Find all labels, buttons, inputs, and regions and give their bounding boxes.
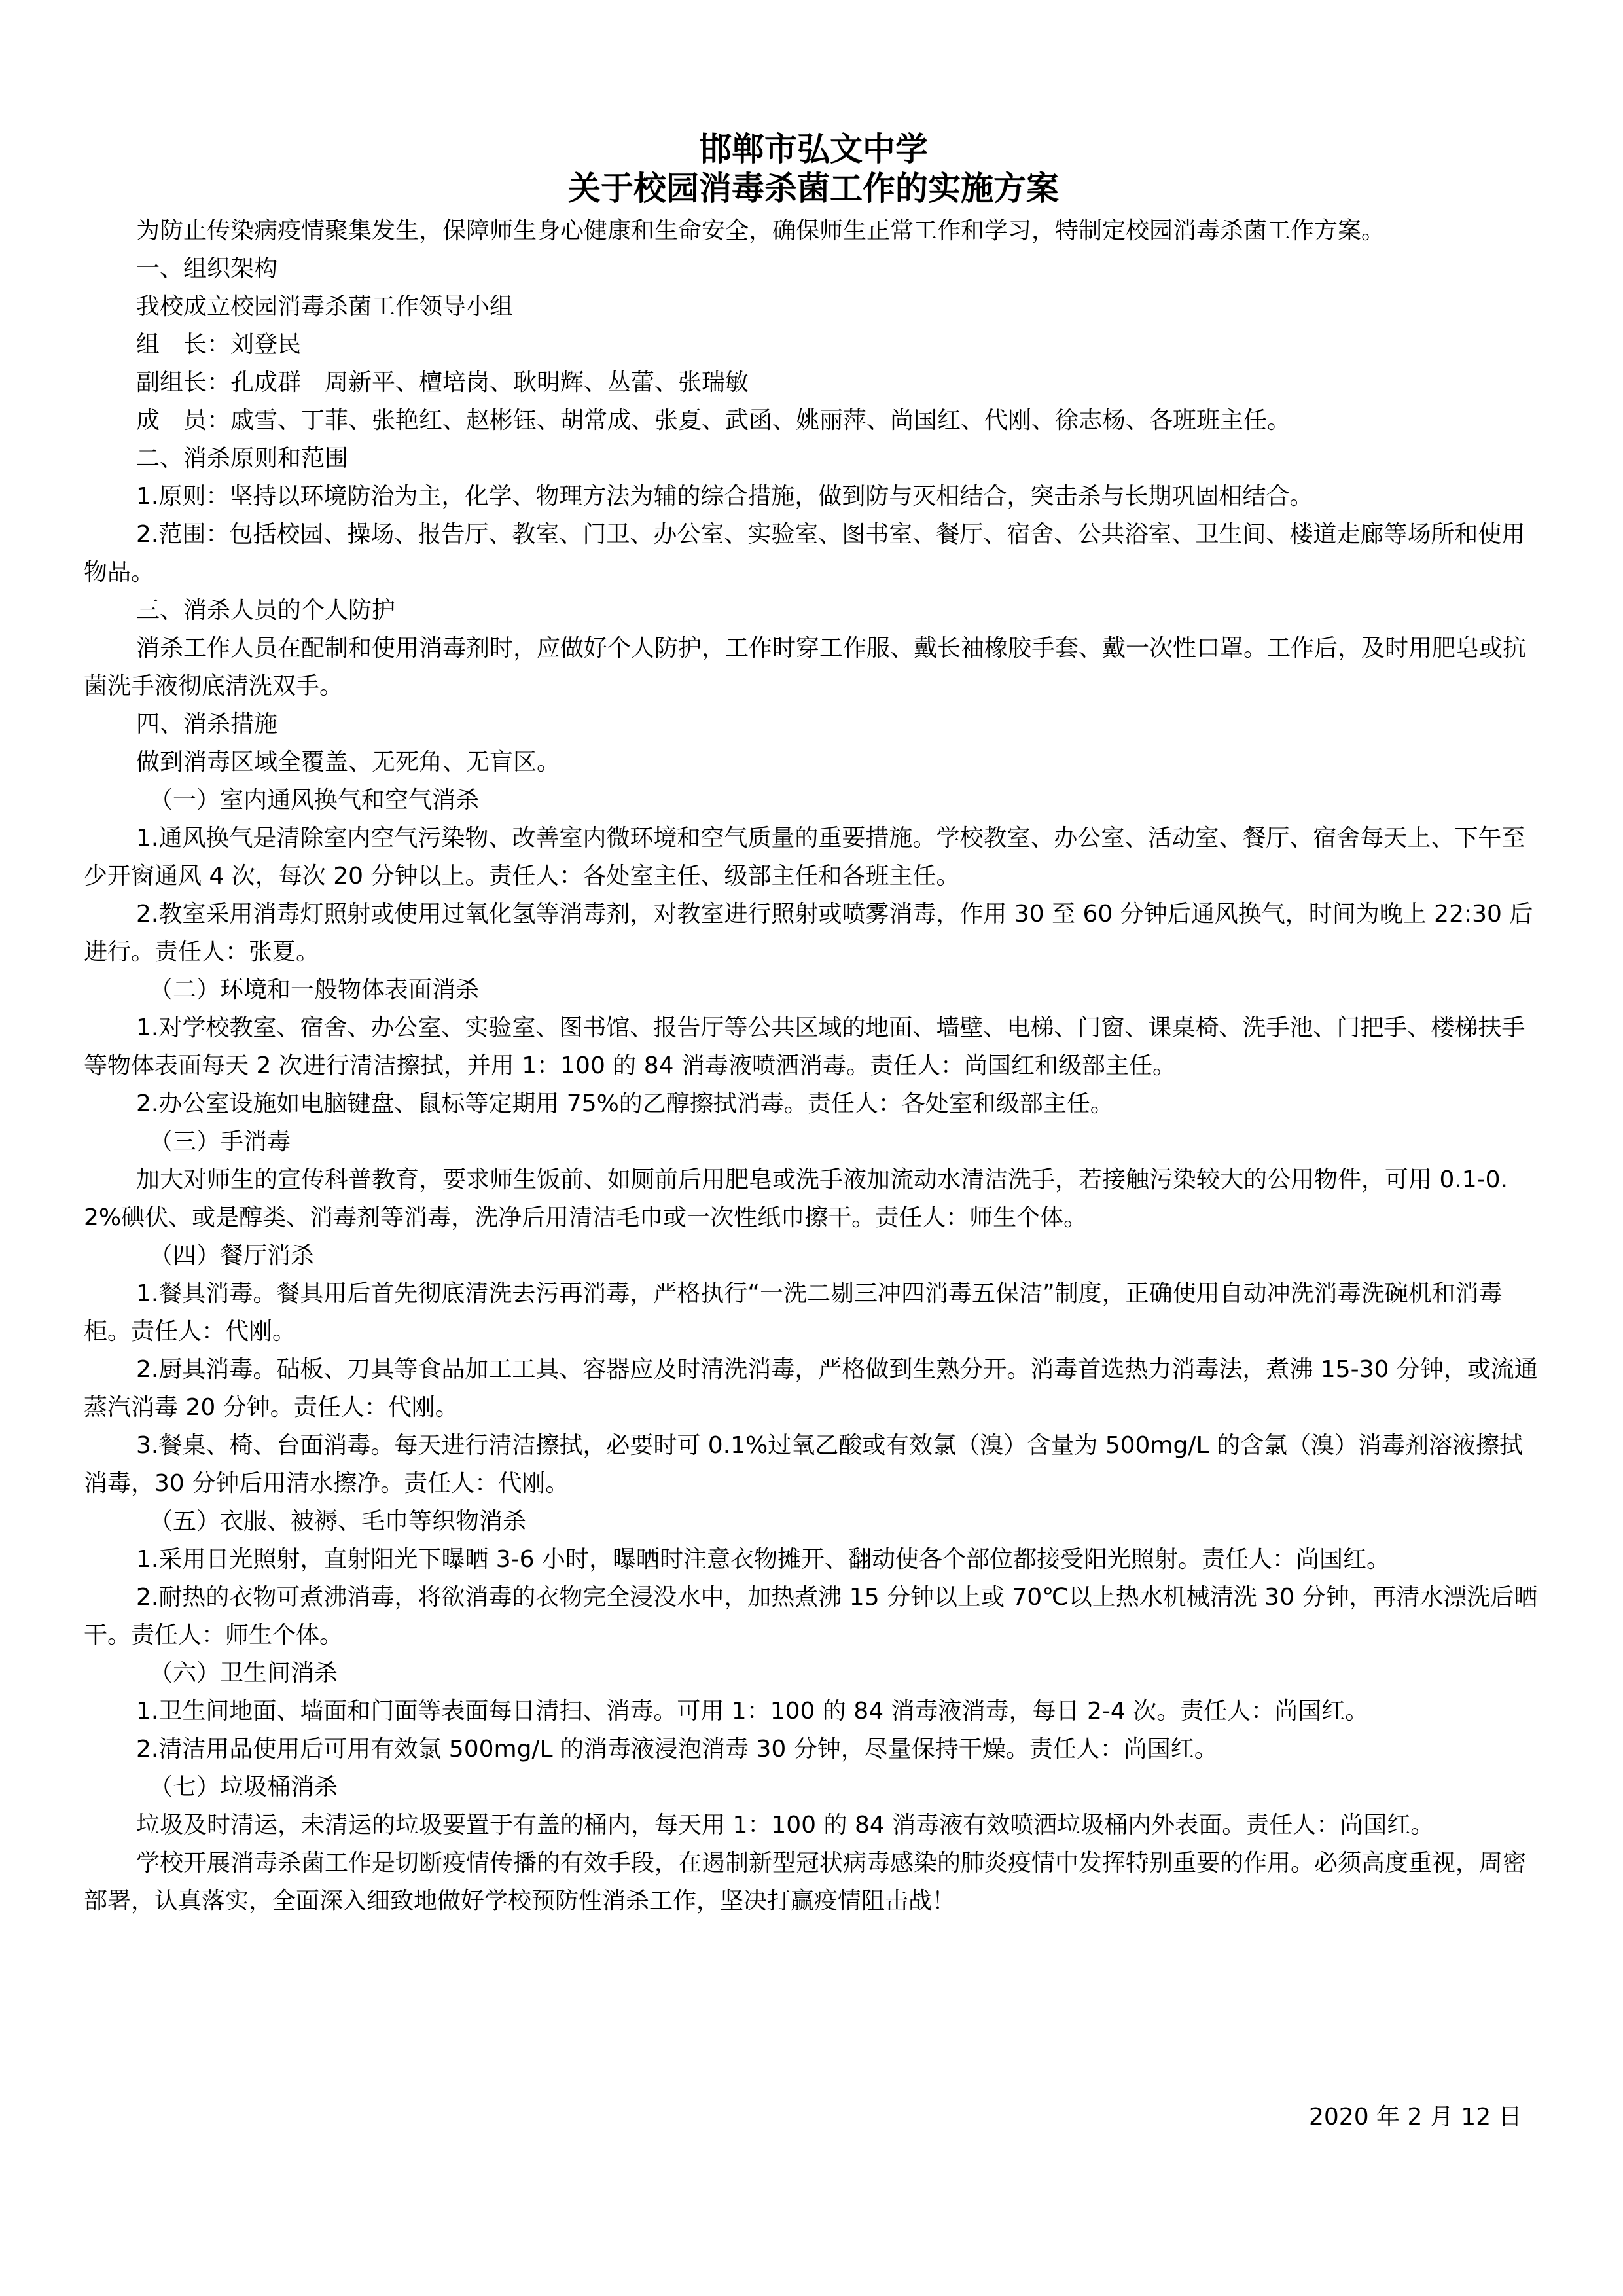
paragraph: 1.卫生间地面、墙面和门面等表面每日清扫、消毒。可用 1：100 的 84 消毒液消毒，每日 2-4 次。责任人：尚国红。	[136, 1698, 1369, 1725]
section-heading-measures: 四、消杀措施	[136, 711, 278, 738]
intro-paragraph: 为防止传染病疫情聚集发生，保障师生身心健康和生命安全，确保师生正常工作和学习，特制定校园消毒杀菌工作方案。	[136, 217, 1385, 244]
paragraph: 1.餐具消毒。餐具用后首先彻底清洗去污再消毒，严格执行“一洗二剔三冲四消毒五保洁”制度，正确使用自动冲洗消毒洗碗机和消毒柜。责任人：代刚。	[84, 1280, 1503, 1345]
section-heading-organization: 一、组织架构	[136, 255, 278, 282]
paragraph: 1.采用日光照射，直射阳光下曝晒 3-6 小时，曝晒时注意衣物摊开、翻动使各个部位都接受阳光照射。责任人：尚国红。	[136, 1546, 1391, 1573]
paragraph: 3.餐桌、椅、台面消毒。每天进行清洁擦拭，必要时可 0.1%过氧乙酸或有效氯（溴）含量为 500mg/L 的含氯（溴）消毒剂溶液擦拭消毒，30 分钟后用清水擦净。责任人：代刚。	[84, 1432, 1523, 1497]
school-name: 邯郸市弘文中学	[699, 130, 928, 168]
paragraph: 2.办公室设施如电脑键盘、鼠标等定期用 75%的乙醇擦拭消毒。责任人：各处室和级部主任。	[136, 1090, 1114, 1117]
paragraph: 2.耐热的衣物可煮沸消毒，将欲消毒的衣物完全浸没水中，加热煮沸 15 分钟以上或 70℃以上热水机械清洗 30 分钟，再清水漂洗后晒干。责任人：师生个体。	[84, 1584, 1538, 1649]
team-leader: 组 长：刘登民	[136, 331, 302, 358]
section-heading-protection: 三、消杀人员的个人防护	[136, 597, 396, 624]
subsection-heading: （四）餐厅消杀	[149, 1242, 315, 1269]
document-title	[84, 130, 1543, 208]
subsection-heading: （五）衣服、被褥、毛巾等织物消杀	[149, 1508, 527, 1535]
paragraph: 加大对师生的宣传科普教育，要求师生饭前、如厕前后用肥皂或洗手液加流动水清洁洗手，若接触污染较大的公用物件，可用 0.1-0.2%碘伏、或是醇类、消毒剂等消毒，洗净后用清洁毛巾或一次性纸巾擦干。责任人：师生个体。	[84, 1166, 1508, 1231]
closing-paragraph: 学校开展消毒杀菌工作是切断疫情传播的有效手段，在遏制新型冠状病毒感染的肺炎疫情中发挥特别重要的作用。必须高度重视，周密部署，认真落实，全面深入细致地做好学校预防性消杀工作，坚决打赢疫情阻击战！	[84, 1850, 1527, 1914]
plan-title: 关于校园消毒杀菌工作的实施方案	[568, 170, 1059, 207]
paragraph: 1.通风换气是清除室内空气污染物、改善室内微环境和空气质量的重要措施。学校教室、办公室、活动室、餐厅、宿舍每天上、下午至少开窗通风 4 次，每次 20 分钟以上。责任人：各处室主任、级部主任和各班主任。	[84, 825, 1525, 889]
paragraph: 做到消毒区域全覆盖、无死角、无盲区。	[136, 749, 561, 776]
document-date: 2020 年 2 月 12 日	[1309, 2104, 1522, 2130]
paragraph: 垃圾及时清运，未清运的垃圾要置于有盖的桶内，每天用 1：100 的 84 消毒液有效喷洒垃圾桶内外表面。责任人：尚国红。	[136, 1812, 1435, 1839]
subsection-heading: （七）垃圾桶消杀	[149, 1774, 338, 1801]
paragraph: 我校成立校园消毒杀菌工作领导小组	[136, 293, 514, 320]
paragraph: 1.对学校教室、宿舍、办公室、实验室、图书馆、报告厅等公共区域的地面、墙壁、电梯、门窗、课桌椅、洗手池、门把手、楼梯扶手等物体表面每天 2 次进行清洁擦拭，并用 1：100 的 84 消毒液喷洒消毒。责任人：尚国红和级部主任。	[84, 1014, 1525, 1079]
paragraph: 2.教室采用消毒灯照射或使用过氧化氢等消毒剂，对教室进行照射或喷雾消毒，作用 30 至 60 分钟后通风换气，时间为晚上 22:30 后进行。责任人：张夏。	[84, 901, 1533, 965]
deputy-leaders: 副组长：孔成群 周新平、檀培岗、耿明辉、丛蕾、张瑞敏	[136, 369, 749, 396]
subsection-heading: （六）卫生间消杀	[149, 1660, 338, 1687]
paragraph: 2.厨具消毒。砧板、刀具等食品加工工具、容器应及时清洗消毒，严格做到生熟分开。消毒首选热力消毒法，煮沸 15-30 分钟，或流通蒸汽消毒 20 分钟。责任人：代刚。	[84, 1356, 1538, 1421]
subsection-heading: （二）环境和一般物体表面消杀	[149, 977, 480, 1003]
section-heading-principles: 二、消杀原则和范围	[136, 445, 349, 472]
subsection-heading: （三）手消毒	[149, 1128, 291, 1155]
paragraph: 消杀工作人员在配制和使用消毒剂时，应做好个人防护，工作时穿工作服、戴长袖橡胶手套、戴一次性口罩。工作后，及时用肥皂或抗菌洗手液彻底清洗双手。	[84, 635, 1527, 700]
paragraph: 2.范围：包括校园、操场、报告厅、教室、门卫、办公室、实验室、图书室、餐厅、宿舍、公共浴室、卫生间、楼道走廊等场所和使用物品。	[84, 521, 1525, 586]
paragraph: 2.清洁用品使用后可用有效氯 500mg/L 的消毒液浸泡消毒 30 分钟，尽量保持干燥。责任人：尚国红。	[136, 1736, 1218, 1763]
document-page	[84, 130, 1543, 1920]
team-members: 成 员：戚雪、丁菲、张艳红、赵彬钰、胡常成、张夏、武函、姚丽萍、尚国红、代刚、徐志杨、各班班主任。	[136, 407, 1291, 434]
subsection-heading: （一）室内通风换气和空气消杀	[149, 787, 480, 814]
paragraph: 1.原则：坚持以环境防治为主，化学、物理方法为辅的综合措施，做到防与灭相结合，突击杀与长期巩固相结合。	[136, 483, 1313, 510]
document-body	[84, 212, 1543, 1920]
